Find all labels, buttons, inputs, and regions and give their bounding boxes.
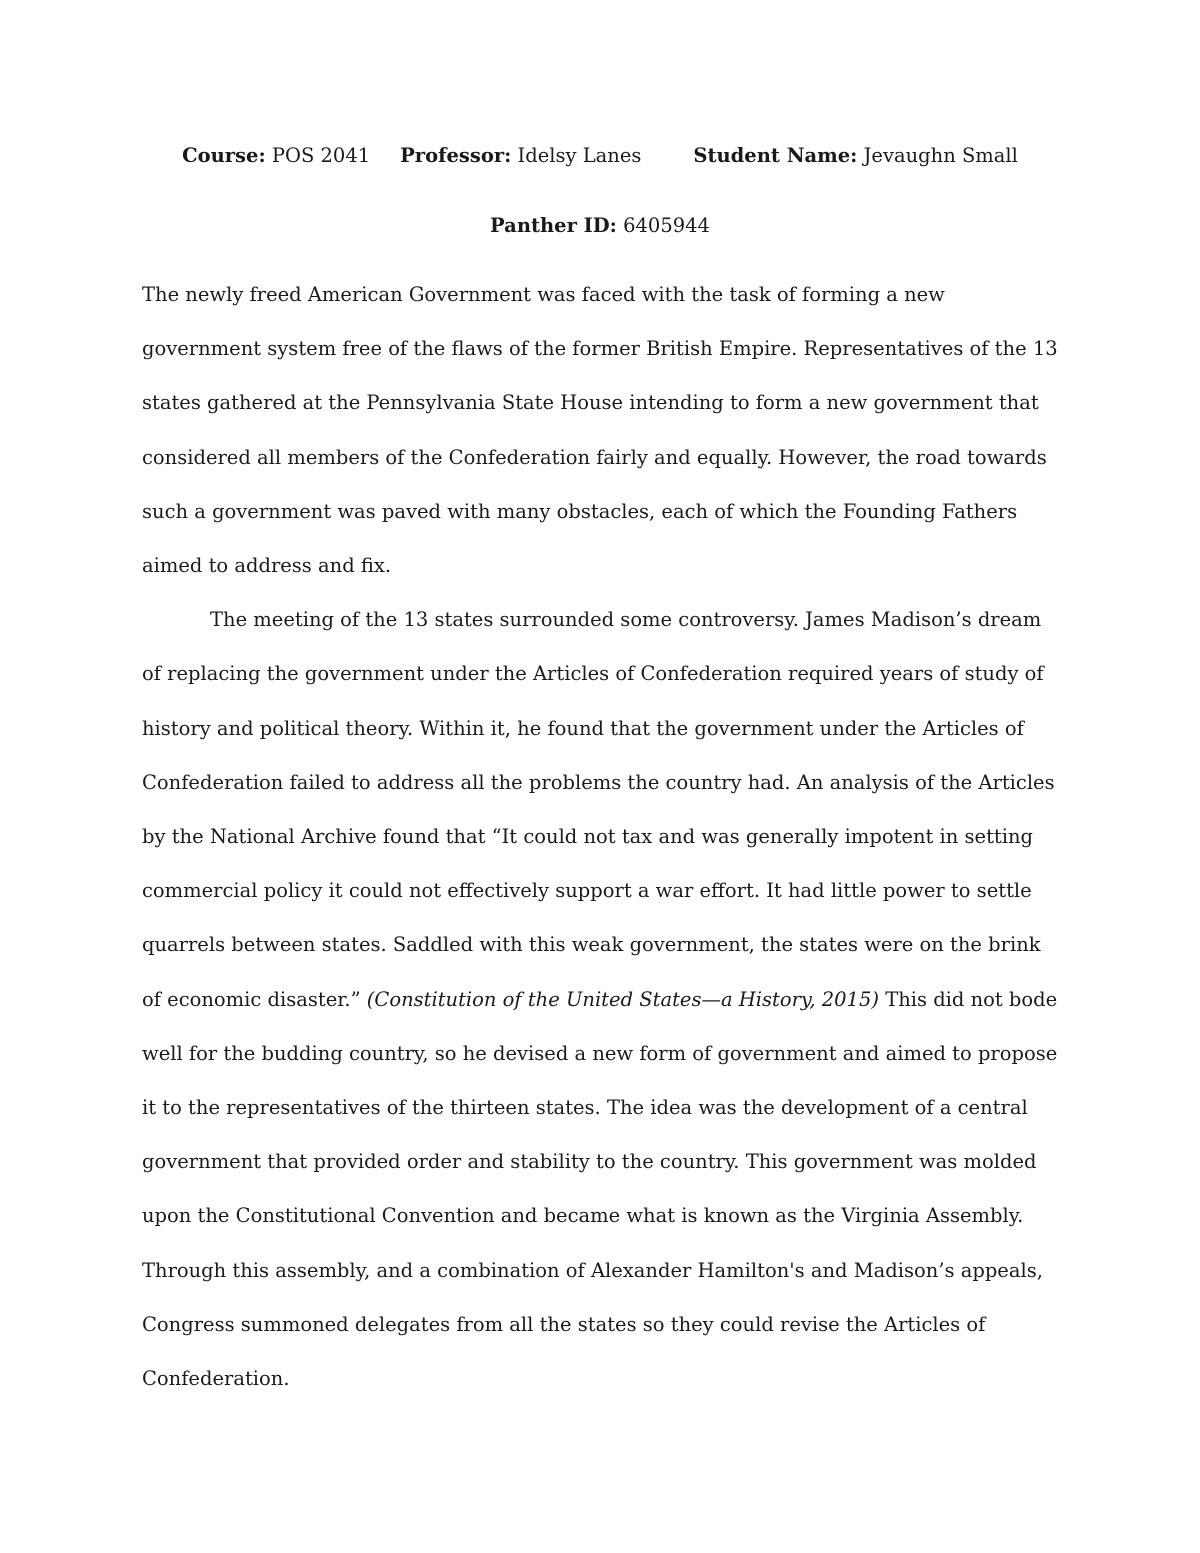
course-label: Course: — [182, 144, 266, 167]
course-field — [182, 144, 370, 168]
student-name-field — [693, 144, 1018, 168]
professor-field — [400, 144, 641, 168]
student-name-value: Jevaughn Small — [863, 144, 1018, 167]
paragraph-madison — [142, 593, 1062, 1406]
essay-body — [142, 268, 1062, 1406]
professor-label: Professor: — [400, 144, 512, 167]
professor-value: Idelsy Lanes — [517, 144, 642, 167]
student-name-label: Student Name: — [693, 144, 858, 167]
paragraph-madison-continued: This did not bode well for the budding country, so he devised a new form of government and aimed to propose it to the representatives of the thirteen states. The idea was the development of a central government that provided order and stability to the country. This government was molded upon the Constitutional Convention and became what is known as the Virginia Assembly. Through this assembly, and a combination of Alexander Hamilton's and Madison’s appeals, Congress summoned delegates from all the states so they could revise the Articles of Confederation. — [142, 987, 1058, 1391]
paragraph-madison-text: The meeting of the 13 states surrounded some controversy. James Madison’s dream of replacing the government under the Articles of Confederation required years of study of history and political theory. Within it, he found that the government under the Articles of Confederation failed to address all the problems the country had. An analysis of the Articles by the National Archive found that “It could not tax and was generally impotent in setting commercial policy it could not effectively support a war effort. It had little power to settle quarrels between states. Saddled with this weak government, the states were on the brink of economic disaster.” — [142, 608, 1055, 1011]
header-info-line — [0, 144, 1200, 168]
panther-id-value: 6405944 — [623, 214, 710, 237]
paragraph-intro: The newly freed American Government was faced with the task of forming a new government system free of the flaws of the former British Empire. Representatives of the 13 states gathered at the Pennsylvania State House intending to form a new government that considered all members of the Confederation fairly and equally. However, the road towards such a government was paved with many obstacles, each of which the Founding Fathers aimed to address and fix. — [142, 283, 1058, 578]
course-value: POS 2041 — [271, 144, 371, 167]
panther-id-line — [0, 214, 1200, 238]
panther-id-label: Panther ID: — [490, 214, 617, 237]
citation: (Constitution of the United States—a History, 2015) — [366, 987, 879, 1011]
